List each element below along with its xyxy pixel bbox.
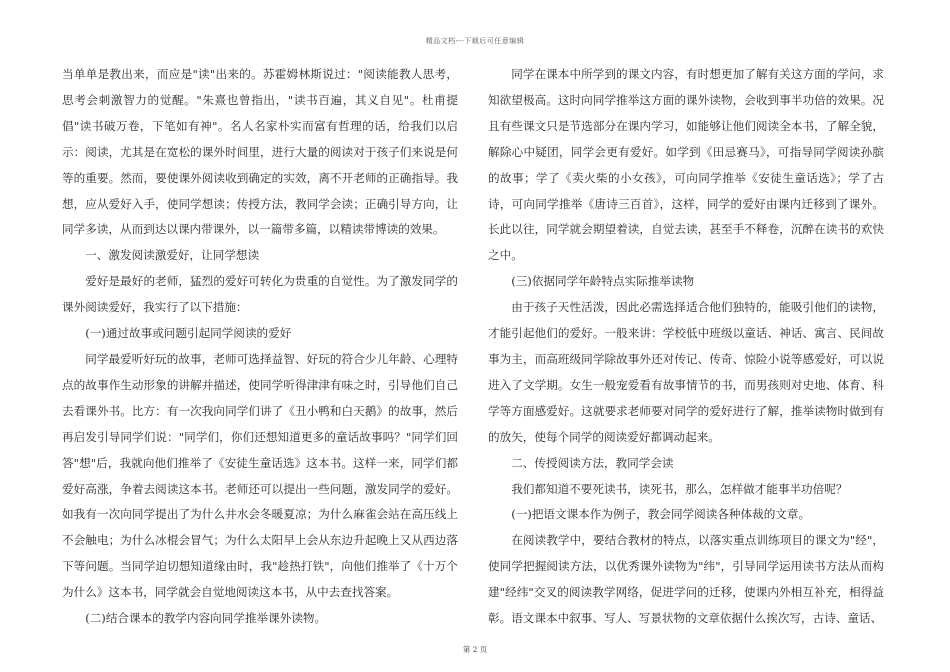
paragraph: 同学在课本中所学到的课文内容，有时想更加了解有关这方面的学问，求知欲望极高。这时向同学推举这方面的课外读物，会收到事半功倍的效果。况且有些课文只是节选部分在课内学习，如能够让他们阅读全本书，了解全貌，解除心中疑团，同学会更有爱好。如学到《田忌赛马》，可指导同学阅读孙膑的故事；学了《卖火柴的小女孩》，可向同学推举《安徒生童话选》；学了古诗，可向同学推举《唐诗三百首》，这样，同学的爱好由课内迁移到了课外。长此以往，同学就会期望着读，自觉去读，甚至手不释卷，沉醉在读书的欢快之中。 (488, 67, 884, 263)
paragraph: 在阅读教学中，要结合教材的特点，以落实重点训练项目的课文为"经"，使同学把握阅读方法，以优秀课外读物为"纬"，引导同学运用读书方法从而构建"经纬"交叉的阅读教学网络，促进学问的迁移，使课内外相互补充，相得益彰。语文课本中叙事、写人、写景状物的文章依据什么挨次写，古诗、童话、 (488, 533, 884, 626)
section-heading: 一、激发阅读激爱好，让同学想读 (85, 248, 260, 263)
paragraph: 爱好是最好的老师，猛烈的爱好可转化为贵重的自觉性。为了激发同学的课外阅读爱好，我实行了以下措施： (62, 274, 458, 315)
subsection-heading: (三)依据同学年龄特点实际推举读物 (511, 274, 695, 289)
subsection-heading: (一)把语文课本作为例子，教会同学阅读各种体裁的文章。 (511, 507, 811, 522)
page-number: 第 2 页 (462, 645, 488, 654)
section-heading: 二、传授阅读方法，教同学会读 (511, 455, 674, 470)
subsection-heading: (二)结合课本的教学内容向同学推举课外读物。 (85, 611, 327, 626)
paragraph: 同学最爱听好玩的故事，老师可选择益智、好玩的符合少儿年龄、心理特点的故事作生动形象的讲解并描述，使同学听得津津有味之时，引导他们自己去看课外书。比方：有一次我向同学们讲了《丑小鸭和白天鹅》的故事，然后再启发引导同学们说："同学们，你们还想知道更多的童话故事吗？"同学们回答"想"后，我就向他们推举了《安徒生童话选》这本书。这样一来，同学们都爱好高涨，争着去阅读这本书。老师还可以提出一些问题，激发同学的爱好。如我有一次向同学提出了为什么井水会冬暖夏凉；为什么麻雀会站在高压线上不会触电；为什么冰棍会冒气；为什么太阳早上会从东边升起晚上又从西边落下等问题。当同学迫切想知道缘由时，我"趁热打铁"，向他们推举了《十万个为什么》这本书，同学就会自觉地阅读这本书，从中去查找答案。 (62, 351, 458, 600)
paragraph: 由于孩子天性活泼，因此必需选择适合他们独特的，能吸引他们的读物，才能引起他们的爱好。一般来讲：学校低中班级以童话、神话、寓言、民间故事为主，而高班级同学除故事外还对传记、传奇、惊险小说等感爱好，可以说进入了文学期。女生一般宠爱看有故事情节的书，而男孩则对史地、体育、科学等方面感爱好。这就要求老师要对同学的爱好进行了解，推举读物时做到有的放矢，使每个同学的阅读爱好都调动起来。 (488, 300, 884, 444)
subsection-heading: (一)通过故事或问题引起同学阅读的爱好 (85, 326, 292, 341)
paragraph: 我们都知道不要死读书，读死书，那么，怎样做才能事半功倍呢？ (511, 481, 848, 496)
paragraph: 当单单是教出来，而应是"读"出来的。苏霍姆林斯说过："阅读能教人思考，思考会刺激智力的觉醒。"朱熹也曾指出，"读书百遍，其义自见"。杜甫提倡"读书破万卷，下笔如有神"。名人名家朴实而富有哲理的话，给我们以启示：阅读，尤其是在宽松的课外时间里，进行大量的阅读对于孩子们来说是何等的重要。然而，要使课外阅读收到确定的实效，离不开老师的正确指导。我想，应从爱好入手，使同学想读；传授方法，教同学会读；正确引导方向，让同学多读，从而到达以课内带课外，以一篇带多篇，以精读带博读的效果。 (62, 67, 458, 237)
right-column (488, 62, 884, 632)
left-column (62, 62, 458, 632)
page-header: 精品文档---下载后可任意编辑 (425, 37, 525, 45)
